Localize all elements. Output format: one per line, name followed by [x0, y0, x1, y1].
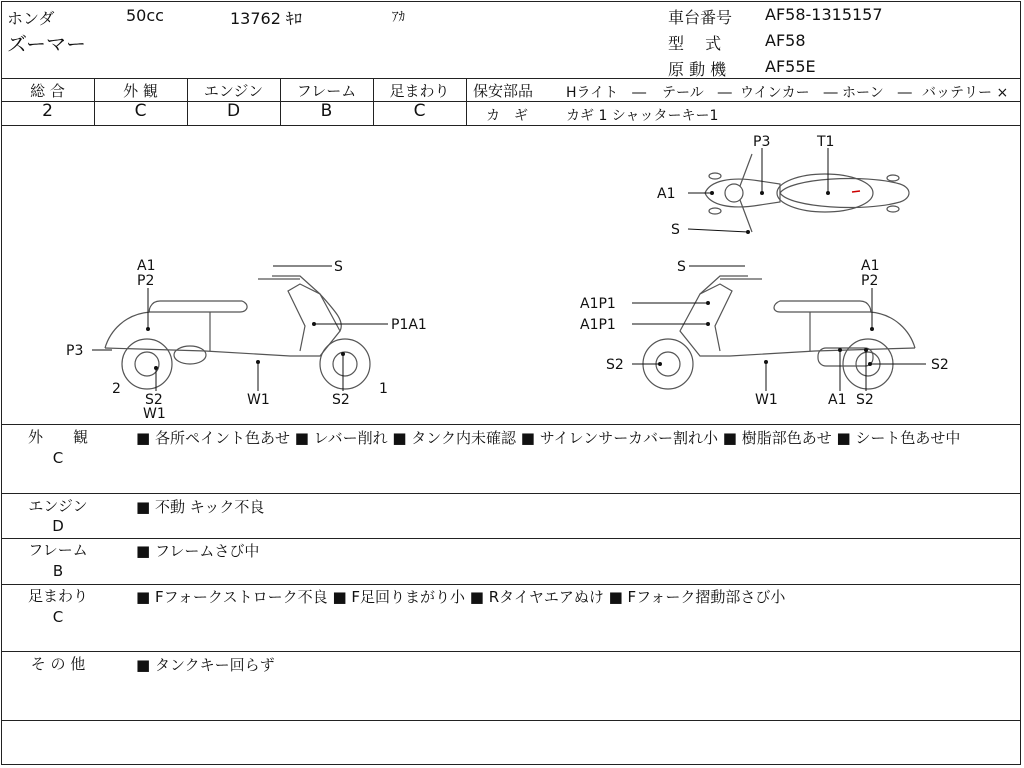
safety-item-battery: バッテリー × [922, 85, 1009, 101]
diagram-label: A1 [657, 186, 676, 202]
divider [466, 78, 467, 125]
safety-item-horn: ホーン ― [842, 85, 912, 101]
safety-item-tail: テール ― [662, 85, 732, 101]
diagram-label: P2 [861, 273, 879, 289]
maker: ホンダ [7, 9, 55, 28]
score-label-overall: 総 合 [30, 82, 65, 100]
key-label: カ ギ [486, 108, 528, 124]
diagram-label: S2 [606, 357, 624, 373]
diagram-label: P2 [137, 273, 155, 289]
remark-text-suspension: ■ Fフォークストローク不良 ■ F足回りまがり小 ■ Rタイヤエアぬけ ■ Fフォーク摺動部さび小 [136, 588, 786, 606]
diagram-label: S2 [931, 357, 949, 373]
diagram-label: A1 [137, 258, 156, 274]
score-value-engine: D [226, 101, 241, 121]
remark-label-other: そ の 他 [30, 655, 86, 673]
score-value-frame: B [320, 101, 333, 121]
diagram-label: W1 [143, 406, 166, 422]
model-name: ズーマー [7, 32, 86, 56]
diagram-label: P1A1 [391, 317, 427, 333]
score-value-overall: 2 [42, 101, 53, 121]
score-label-frame: フレーム [296, 82, 357, 100]
diagram-label: A1 [828, 392, 847, 408]
diagram-label: P3 [66, 343, 84, 359]
diagram-label: S2 [856, 392, 874, 408]
diagram-label: T1 [817, 134, 835, 150]
displacement: 50cc [126, 6, 164, 25]
diagram-label: A1 [861, 258, 880, 274]
diagram-label: 2 [112, 381, 121, 397]
remark-grade-frame: B [52, 562, 64, 580]
diagram-label: A1P1 [580, 296, 616, 312]
remark-text-exterior: ■ 各所ペイント色あせ ■ レバー削れ ■ タンク内未確認 ■ サイレンサーカバー割れ小 ■ 樹脂部色あせ ■ シート色あせ中 [136, 429, 961, 447]
divider [1, 493, 1021, 494]
remark-label-engine: エンジン [28, 497, 88, 515]
damage-diagram [0, 126, 1024, 424]
safety-item-winker: ウインカー ― [740, 85, 838, 101]
diagram-label: S [671, 222, 680, 238]
red-mark [852, 191, 860, 192]
safety-item-headlight: Hライト ― [566, 85, 647, 101]
divider [1, 584, 1021, 585]
diagram-label: S2 [145, 392, 163, 408]
color: ｱｶ [392, 10, 405, 25]
type-label: 型 式 [668, 34, 722, 53]
remark-text-frame: ■ フレームさび中 [136, 542, 260, 560]
frame-no: AF58-1315157 [765, 5, 883, 24]
type-value: AF58 [765, 31, 806, 50]
diagram-label: P3 [753, 134, 771, 150]
diagram-label: A1P1 [580, 317, 616, 333]
divider [1, 78, 1021, 79]
scooter-right-view [643, 276, 915, 389]
score-label-exterior: 外 観 [123, 82, 158, 100]
diagram-label: S [677, 259, 686, 275]
divider [1, 538, 1021, 539]
remark-label-frame: フレーム [28, 541, 88, 559]
diagram-label: 1 [379, 381, 388, 397]
diagram-label: W1 [755, 392, 778, 408]
diagram-label: S2 [332, 392, 350, 408]
engine-label: 原 動 機 [668, 60, 727, 79]
remark-text-engine: ■ 不動 キック不良 [136, 498, 265, 516]
remark-grade-exterior: C [52, 449, 64, 467]
divider [1, 424, 1021, 425]
divider [1, 720, 1021, 721]
remark-grade-engine: D [52, 517, 64, 535]
score-label-engine: エンジン [203, 82, 264, 100]
key-value: カギ 1 シャッターキー1 [566, 108, 719, 124]
divider [1, 651, 1021, 652]
diagram-label: W1 [247, 392, 270, 408]
scooter-top-view [705, 154, 909, 232]
score-value-exterior: C [134, 101, 147, 121]
score-value-suspension: C [413, 101, 426, 121]
frame-no-label: 車台番号 [668, 8, 733, 27]
engine-value: AF55E [765, 57, 816, 76]
remark-label-suspension: 足まわり [27, 587, 88, 605]
remark-grade-suspension: C [52, 608, 64, 626]
remark-text-other: ■ タンクキー回らず [136, 656, 275, 674]
safety-parts-title: 保安部品 [473, 82, 534, 100]
scooter-left-view [105, 276, 370, 389]
mileage: 13762 ｷﾛ [230, 9, 302, 28]
diagram-label: S [334, 259, 343, 275]
score-label-suspension: 足まわり [389, 82, 450, 100]
remark-label-exterior: 外 観 [27, 428, 88, 446]
